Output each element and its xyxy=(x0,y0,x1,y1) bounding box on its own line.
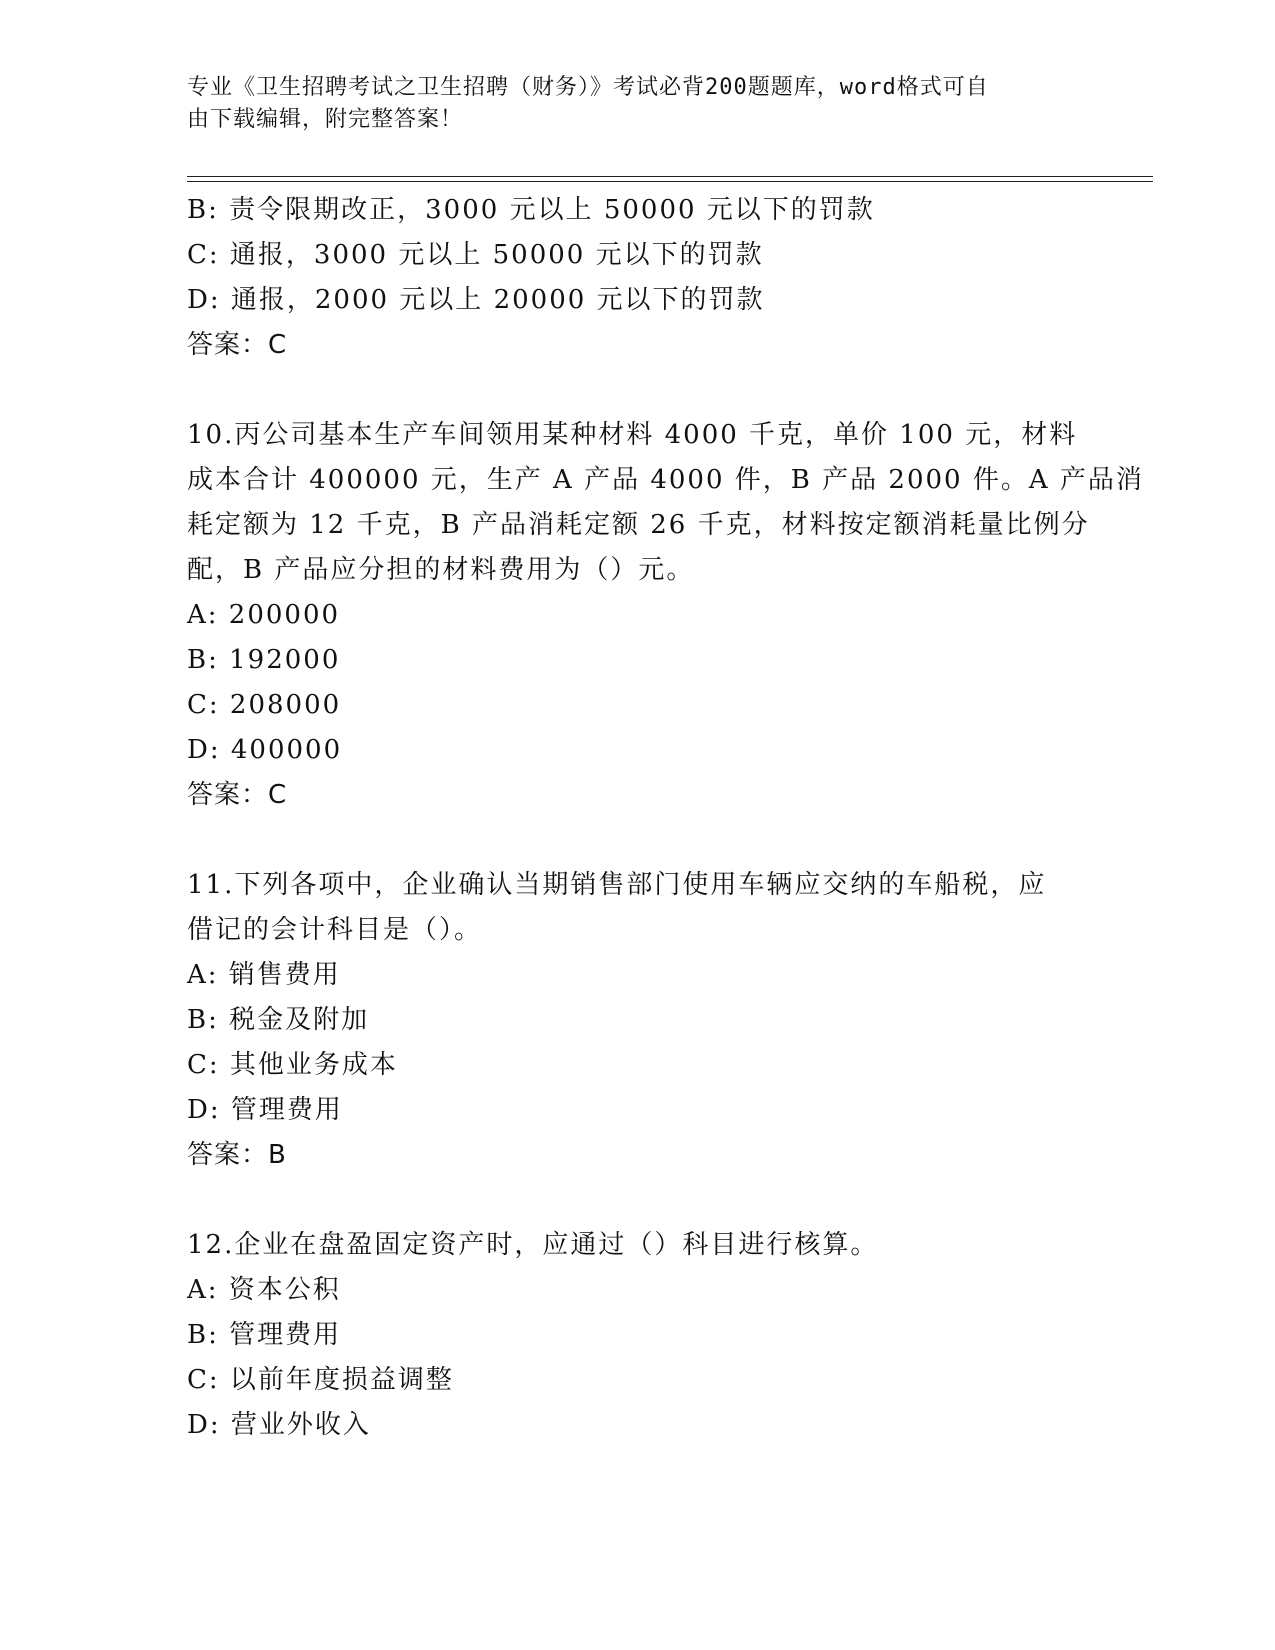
q9-option-d: D: 通报，2000 元以上 20000 元以下的罚款 xyxy=(187,285,765,315)
q10-stem-line-3: 耗定额为 12 千克，B 产品消耗定额 26 千克，材料按定额消耗量比例分 xyxy=(187,510,1090,540)
q9-option-c: C: 通报，3000 元以上 50000 元以下的罚款 xyxy=(187,240,764,270)
header-line-2: 由下载编辑，附完整答案！ xyxy=(187,107,464,132)
q11-answer: 答案：B xyxy=(187,1140,287,1170)
q10-stem-line-1: 10.丙公司基本生产车间领用某种材料 4000 千克，单价 100 元，材料 xyxy=(187,420,1078,450)
q10-option-c: C: 208000 xyxy=(187,690,342,720)
header-divider-bottom xyxy=(187,181,1153,182)
q12-option-a: A: 资本公积 xyxy=(187,1275,341,1305)
q9-option-b: B: 责令限期改正，3000 元以上 50000 元以下的罚款 xyxy=(187,195,875,225)
q11-option-b: B: 税金及附加 xyxy=(187,1005,370,1035)
header-divider-top xyxy=(187,176,1153,177)
q11-option-a: A: 销售费用 xyxy=(187,960,341,990)
q11-option-c: C: 其他业务成本 xyxy=(187,1050,398,1080)
q11-option-d: D: 管理费用 xyxy=(187,1095,343,1125)
q12-option-c: C: 以前年度损益调整 xyxy=(187,1365,454,1395)
q11-stem-line-2: 借记的会计科目是（）。 xyxy=(187,915,483,945)
q10-stem-line-4: 配，B 产品应分担的材料费用为（）元。 xyxy=(187,555,695,585)
document-header xyxy=(187,72,1087,136)
q10-option-a: A: 200000 xyxy=(187,600,341,630)
q12-stem-line-1: 12.企业在盘盈固定资产时，应通过（）科目进行核算。 xyxy=(187,1230,879,1260)
q9-answer: 答案：C xyxy=(187,330,288,360)
q10-stem-line-2: 成本合计 400000 元，生产 A 产品 4000 件，B 产品 2000 件。A 产品消 xyxy=(187,465,1144,495)
q12-option-b: B: 管理费用 xyxy=(187,1320,342,1350)
q10-option-d: D: 400000 xyxy=(187,735,343,765)
q11-stem-line-1: 11.下列各项中，企业确认当期销售部门使用车辆应交纳的车船税，应 xyxy=(187,870,1047,900)
header-line-1: 专业《卫生招聘考试之卫生招聘（财务）》考试必背200题题库，word格式可自 xyxy=(187,75,989,100)
q10-answer: 答案：C xyxy=(187,780,288,810)
q10-option-b: B: 192000 xyxy=(187,645,341,675)
q12-option-d: D: 营业外收入 xyxy=(187,1410,371,1440)
